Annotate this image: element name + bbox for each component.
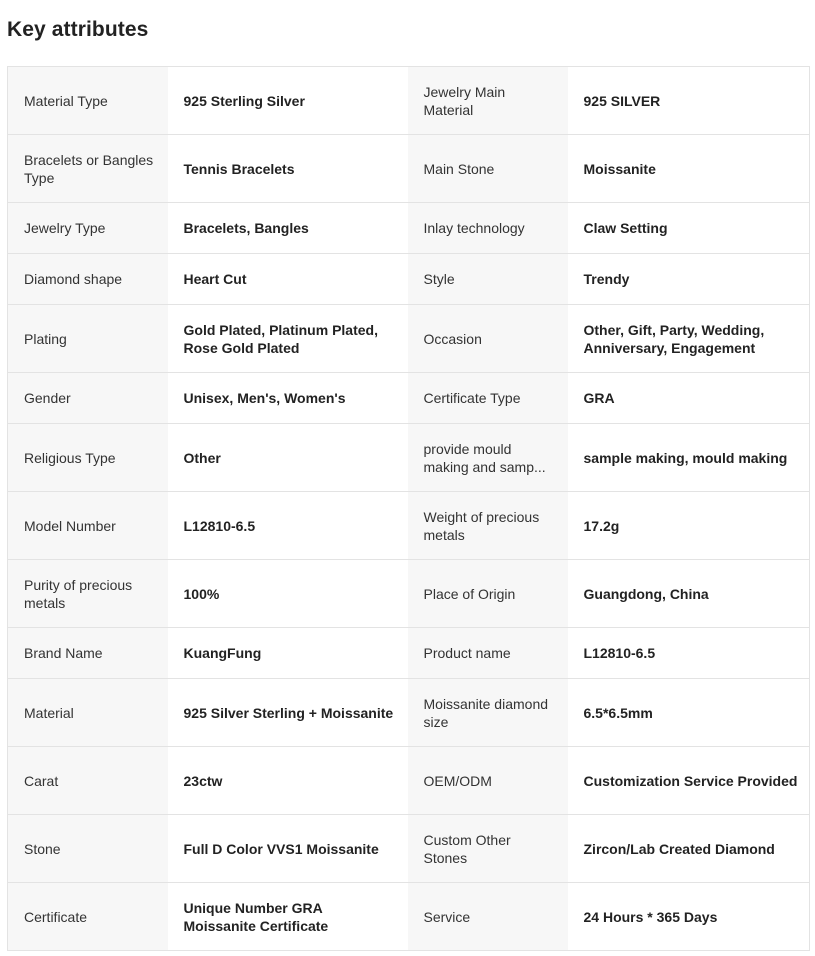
attribute-value: Bracelets, Bangles <box>168 203 408 254</box>
attribute-key: Model Number <box>8 492 168 560</box>
table-row <box>8 67 810 135</box>
attribute-key: Product name <box>408 628 568 679</box>
attribute-value: Unisex, Men's, Women's <box>168 373 408 424</box>
attribute-key: OEM/ODM <box>408 747 568 815</box>
attribute-value: 100% <box>168 560 408 628</box>
table-row <box>8 373 810 424</box>
table-row <box>8 135 810 203</box>
attribute-value: 6.5*6.5mm <box>568 679 810 747</box>
table-row <box>8 628 810 679</box>
attribute-key-text: provide mould making and samp... <box>423 440 546 475</box>
attribute-key: Inlay technology <box>408 203 568 254</box>
table-row <box>8 747 810 815</box>
table-row <box>8 424 810 492</box>
attribute-value: KuangFung <box>168 628 408 679</box>
attribute-key <box>8 424 168 492</box>
attribute-key: Diamond shape <box>8 254 168 305</box>
attribute-key: Material Type <box>8 67 168 135</box>
attribute-key: Occasion <box>408 305 568 373</box>
attribute-value: Guangdong, China <box>568 560 810 628</box>
attribute-key: Gender <box>8 373 168 424</box>
attribute-key: Bracelets or Bangles Type <box>8 135 168 203</box>
attribute-key: Jewelry Main Material <box>408 67 568 135</box>
attribute-key <box>408 424 568 492</box>
table-row <box>8 883 810 951</box>
attribute-key: Place of Origin <box>408 560 568 628</box>
attribute-key: Purity of precious metals <box>8 560 168 628</box>
attribute-value: Other <box>168 424 408 492</box>
table-row <box>8 203 810 254</box>
attribute-value: GRA <box>568 373 810 424</box>
attribute-key: Weight of precious metals <box>408 492 568 560</box>
attribute-key: Jewelry Type <box>8 203 168 254</box>
attribute-key: Plating <box>8 305 168 373</box>
attribute-value: 925 Silver Sterling + Moissanite <box>168 679 408 747</box>
table-row <box>8 492 810 560</box>
table-row <box>8 560 810 628</box>
attribute-key: Certificate <box>8 883 168 951</box>
attribute-value: 24 Hours * 365 Days <box>568 883 810 951</box>
attribute-value: Gold Plated, Platinum Plated, Rose Gold Plated <box>168 305 408 373</box>
attribute-value: Trendy <box>568 254 810 305</box>
table-row <box>8 679 810 747</box>
attribute-value: Heart Cut <box>168 254 408 305</box>
attribute-value: Full D Color VVS1 Moissanite <box>168 815 408 883</box>
attribute-value: Unique Number GRA Moissanite Certificate <box>168 883 408 951</box>
attribute-value: L12810-6.5 <box>168 492 408 560</box>
attribute-value: 17.2g <box>568 492 810 560</box>
attribute-value: 23ctw <box>168 747 408 815</box>
attribute-key: Moissanite diamond size <box>408 679 568 747</box>
attribute-key: Certificate Type <box>408 373 568 424</box>
attribute-value: 925 SILVER <box>568 67 810 135</box>
attribute-value: L12810-6.5 <box>568 628 810 679</box>
attribute-key: Service <box>408 883 568 951</box>
attribute-value: Claw Setting <box>568 203 810 254</box>
table-row <box>8 254 810 305</box>
attribute-key: Brand Name <box>8 628 168 679</box>
attribute-value: 925 Sterling Silver <box>168 67 408 135</box>
attribute-key: Stone <box>8 815 168 883</box>
table-row <box>8 815 810 883</box>
attribute-key: Main Stone <box>408 135 568 203</box>
attribute-value: Moissanite <box>568 135 810 203</box>
attribute-key: Style <box>408 254 568 305</box>
attribute-key-text: Religious Type <box>24 449 116 466</box>
attribute-key: Carat <box>8 747 168 815</box>
attribute-value: sample making, mould making <box>568 424 810 492</box>
attribute-value: Zircon/Lab Created Diamond <box>568 815 810 883</box>
attribute-key: Material <box>8 679 168 747</box>
attribute-value: Other, Gift, Party, Wedding, Anniversary, Engagement <box>568 305 810 373</box>
section-title: Key attributes <box>7 18 149 41</box>
attributes-table <box>7 66 810 951</box>
attribute-key: Custom Other Stones <box>408 815 568 883</box>
attribute-value: Tennis Bracelets <box>168 135 408 203</box>
table-row <box>8 305 810 373</box>
attribute-value: Customization Service Provided <box>568 747 810 815</box>
